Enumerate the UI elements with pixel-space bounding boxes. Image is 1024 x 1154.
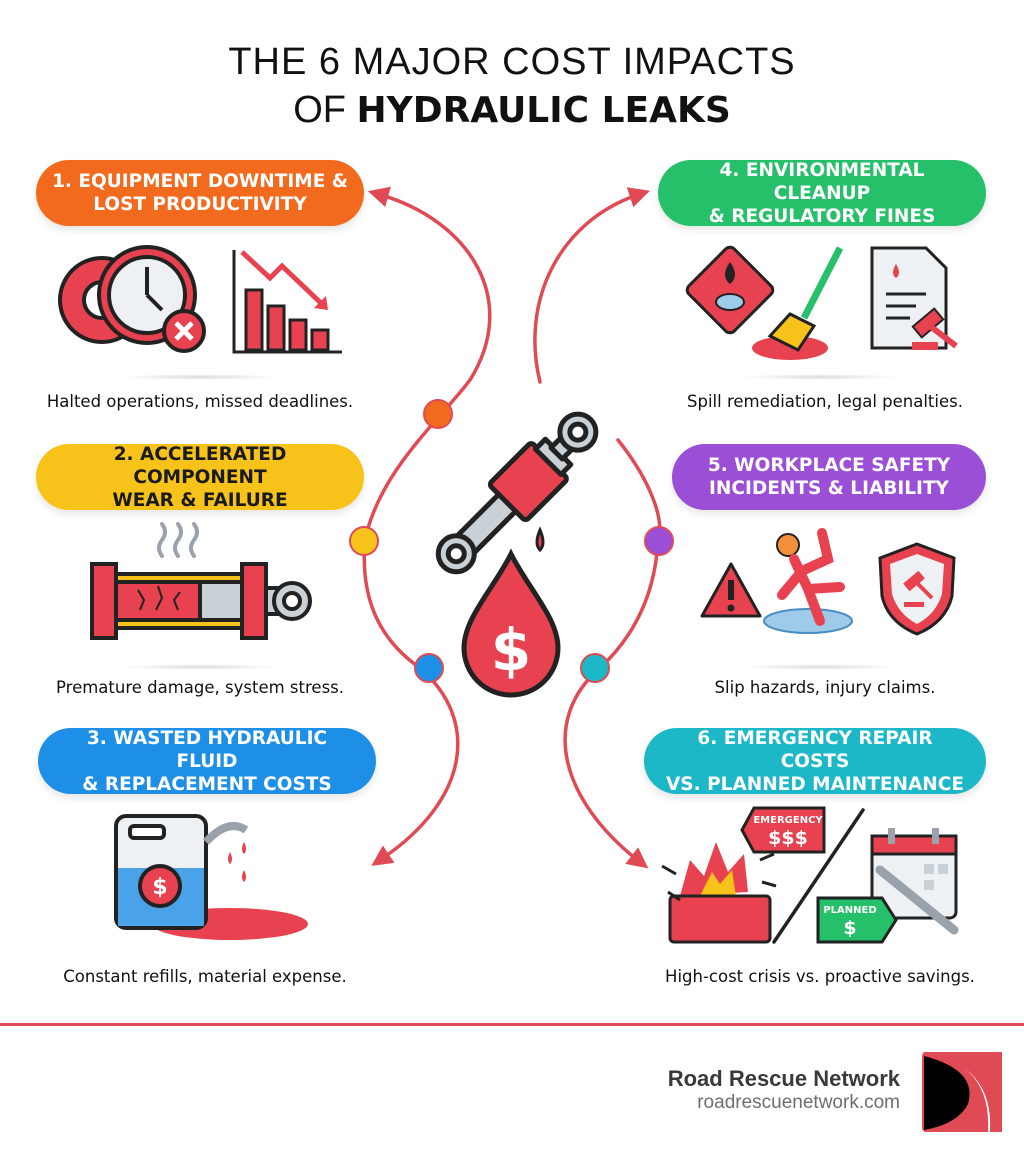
brand-name: Road Rescue Network: [667, 1066, 900, 1091]
node-3-blue: [415, 654, 443, 682]
shield-gavel-icon: [876, 540, 958, 638]
divider-shadow: [740, 374, 900, 380]
impact-2-title-pill: 2. ACCELERATED COMPONENT WEAR & FAILURE: [36, 444, 364, 510]
impact-1-description: Halted operations, missed deadlines.: [46, 392, 354, 411]
fluid-jug-spill-icon: [110, 812, 310, 947]
svg-text:PLANNED: PLANNED: [823, 905, 877, 916]
svg-text:$: $: [490, 616, 532, 684]
impact-5-title-pill: 5. WORKPLACE SAFETY INCIDENTS & LIABILITY: [672, 444, 986, 510]
impact-6-description: High-cost crisis vs. proactive savings.: [665, 967, 975, 986]
divider-shadow: [120, 664, 280, 670]
svg-text:$: $: [152, 875, 168, 900]
broom-spill-icon: [750, 240, 850, 365]
svg-text:$: $: [843, 917, 857, 939]
connector-right-upper: [535, 194, 640, 382]
divider-shadow: [740, 664, 900, 670]
impact-6-title-pill: 6. EMERGENCY REPAIR COSTS VS. PLANNED MAINTENANCE: [644, 728, 986, 794]
node-2-yellow: [350, 527, 378, 555]
impact-5-description: Slip hazards, injury claims.: [714, 678, 936, 697]
gear-clock-error-icon: [52, 245, 212, 355]
dollar-drop-icon: [458, 548, 564, 698]
warning-triangle-icon: [698, 560, 764, 620]
footer-divider: [0, 1023, 1024, 1026]
impact-3-title-pill: 3. WASTED HYDRAULIC FLUID & REPLACEMENT COSTS: [38, 728, 376, 794]
title-line-1: THE 6 MAJOR COST IMPACTS: [228, 41, 796, 83]
impact-2-description: Premature damage, system stress.: [55, 678, 345, 697]
legal-document-gavel-icon: [866, 244, 966, 354]
declining-bar-chart-icon: [230, 248, 345, 358]
connector-right-lower: [565, 668, 640, 862]
heat-steam-icon: [150, 520, 210, 560]
page-title: [0, 38, 1024, 135]
svg-text:EMERGENCY: EMERGENCY: [753, 815, 823, 826]
impact-4-description: Spill remediation, legal penalties.: [687, 392, 963, 411]
impact-1-title-pill: 1. EQUIPMENT DOWNTIME & LOST PRODUCTIVITY: [36, 160, 364, 226]
cracked-cylinder-icon: [88, 560, 313, 642]
brand-logo-icon: [922, 1052, 1002, 1132]
divider-shadow: [120, 374, 280, 380]
node-5-purple: [645, 527, 673, 555]
brand-url[interactable]: roadrescuenetwork.com: [697, 1092, 900, 1113]
svg-text:$$$: $$$: [768, 827, 808, 849]
node-6-teal: [581, 654, 609, 682]
title-line-2: OF HYDRAULIC LEAKS: [293, 89, 731, 131]
planned-price-tag-icon: [816, 896, 898, 944]
slipping-person-icon: [758, 525, 878, 640]
title-emphasis: HYDRAULIC LEAKS: [356, 90, 731, 131]
impact-3-description: Constant refills, material expense.: [63, 967, 347, 986]
impact-4-title-pill: 4. ENVIRONMENTAL CLEANUP & REGULATORY FINES: [658, 160, 986, 226]
